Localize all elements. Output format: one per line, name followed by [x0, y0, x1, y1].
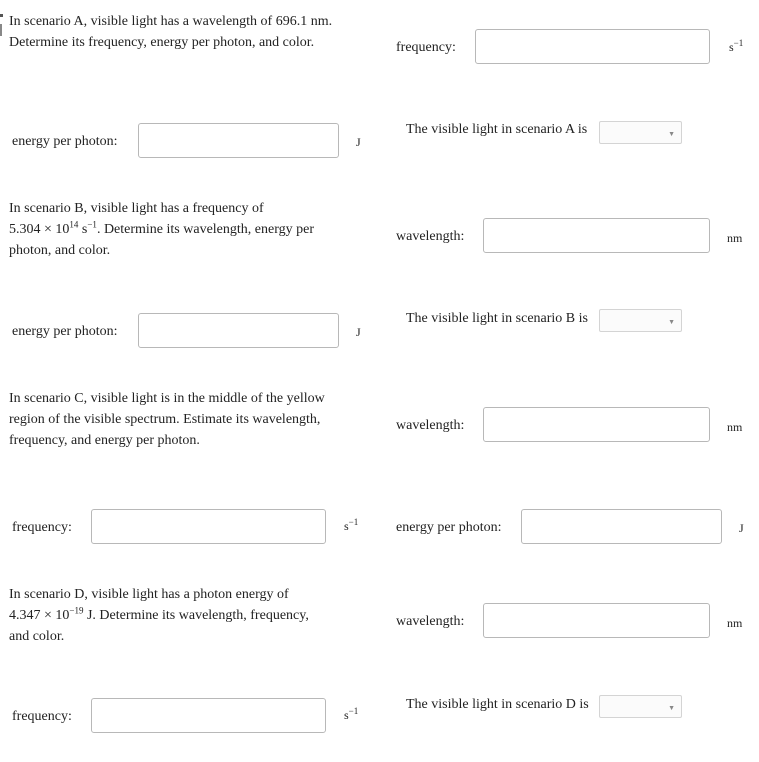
scenario-d-line: and color. [9, 629, 65, 644]
scenario-b-color-select[interactable] [599, 309, 682, 332]
scenario-d-frequency-label: frequency: [12, 709, 72, 724]
scenario-c-line: In scenario C, visible light is in the middle of the yellow [9, 391, 325, 406]
scenario-a-line: In scenario A, visible light has a wavelength of 696.1 nm. [9, 14, 333, 29]
scenario-b-wavelength-unit: nm [727, 231, 743, 245]
scenario-b-line: In scenario B, visible light has a frequency of [9, 201, 264, 216]
scenario-c-line: frequency, and energy per photon. [9, 433, 200, 448]
scenario-d-description [9, 584, 309, 647]
scenario-d-color-select[interactable] [599, 695, 682, 718]
scenario-c-energy-label: energy per photon: [396, 520, 502, 535]
scenario-c-wavelength-label: wavelength: [396, 418, 465, 433]
scenario-d-frequency-input[interactable] [91, 698, 326, 733]
scenario-a-frequency-label: frequency: [396, 40, 456, 55]
scenario-b-description [9, 198, 314, 261]
scenario-b-line: $5.304 \times 10^{14}$ $s^{-1}$. Determine its wavelength, energy per [9, 219, 314, 237]
scenario-b-energy-input[interactable] [138, 313, 339, 348]
scenario-c-frequency-unit: $s^{-1}$ [344, 517, 359, 533]
scenario-a-energy-input[interactable] [138, 123, 339, 158]
scenario-c-description [9, 388, 325, 451]
scenario-d-color-prompt: The visible light in scenario D is [406, 697, 589, 712]
scenario-d-wavelength-input[interactable] [483, 603, 710, 638]
left-edge-marker [0, 24, 2, 36]
scenario-d-frequency-unit: $s^{-1}$ [344, 706, 359, 722]
scenario-b-wavelength-input[interactable] [483, 218, 710, 253]
scenario-b-color-prompt: The visible light in scenario B is [406, 311, 588, 326]
scenario-c-wavelength-unit: nm [727, 420, 743, 434]
scenario-a-frequency-unit: $s^{-1}$ [729, 38, 744, 54]
scenario-c-frequency-input[interactable] [91, 509, 326, 544]
left-edge-marker [0, 14, 3, 17]
scenario-b-wavelength-label: wavelength: [396, 229, 465, 244]
scenario-a-energy-label: energy per photon: [12, 134, 118, 149]
caret-down-icon: ▼ [668, 130, 675, 138]
scenario-a-line: Determine its frequency, energy per photon, and color. [9, 35, 315, 50]
scenario-d-line: In scenario D, visible light has a photon energy of [9, 587, 289, 602]
scenario-a-color-select[interactable] [599, 121, 682, 144]
scenario-c-wavelength-input[interactable] [483, 407, 710, 442]
caret-down-icon: ▼ [668, 704, 675, 712]
scenario-c-frequency-label: frequency: [12, 520, 72, 535]
scenario-b-line: photon, and color. [9, 243, 111, 258]
scenario-a-energy-unit: J [356, 135, 361, 149]
scenario-d-line: $4.347 \times 10^{-19}$ J. Determine its wavelength, frequency, [9, 605, 309, 623]
scenario-a-description [9, 11, 332, 53]
scenario-a-frequency-input[interactable] [475, 29, 710, 64]
scenario-c-energy-input[interactable] [521, 509, 722, 544]
scenario-b-energy-unit: J [356, 325, 361, 339]
scenario-d-wavelength-label: wavelength: [396, 614, 465, 629]
scenario-d-wavelength-unit: nm [727, 616, 743, 630]
scenario-c-line: region of the visible spectrum. Estimate its wavelength, [9, 412, 321, 427]
scenario-b-energy-label: energy per photon: [12, 324, 118, 339]
caret-down-icon: ▼ [668, 318, 675, 326]
scenario-c-energy-unit: J [739, 521, 744, 535]
scenario-a-color-prompt: The visible light in scenario A is [406, 122, 588, 137]
